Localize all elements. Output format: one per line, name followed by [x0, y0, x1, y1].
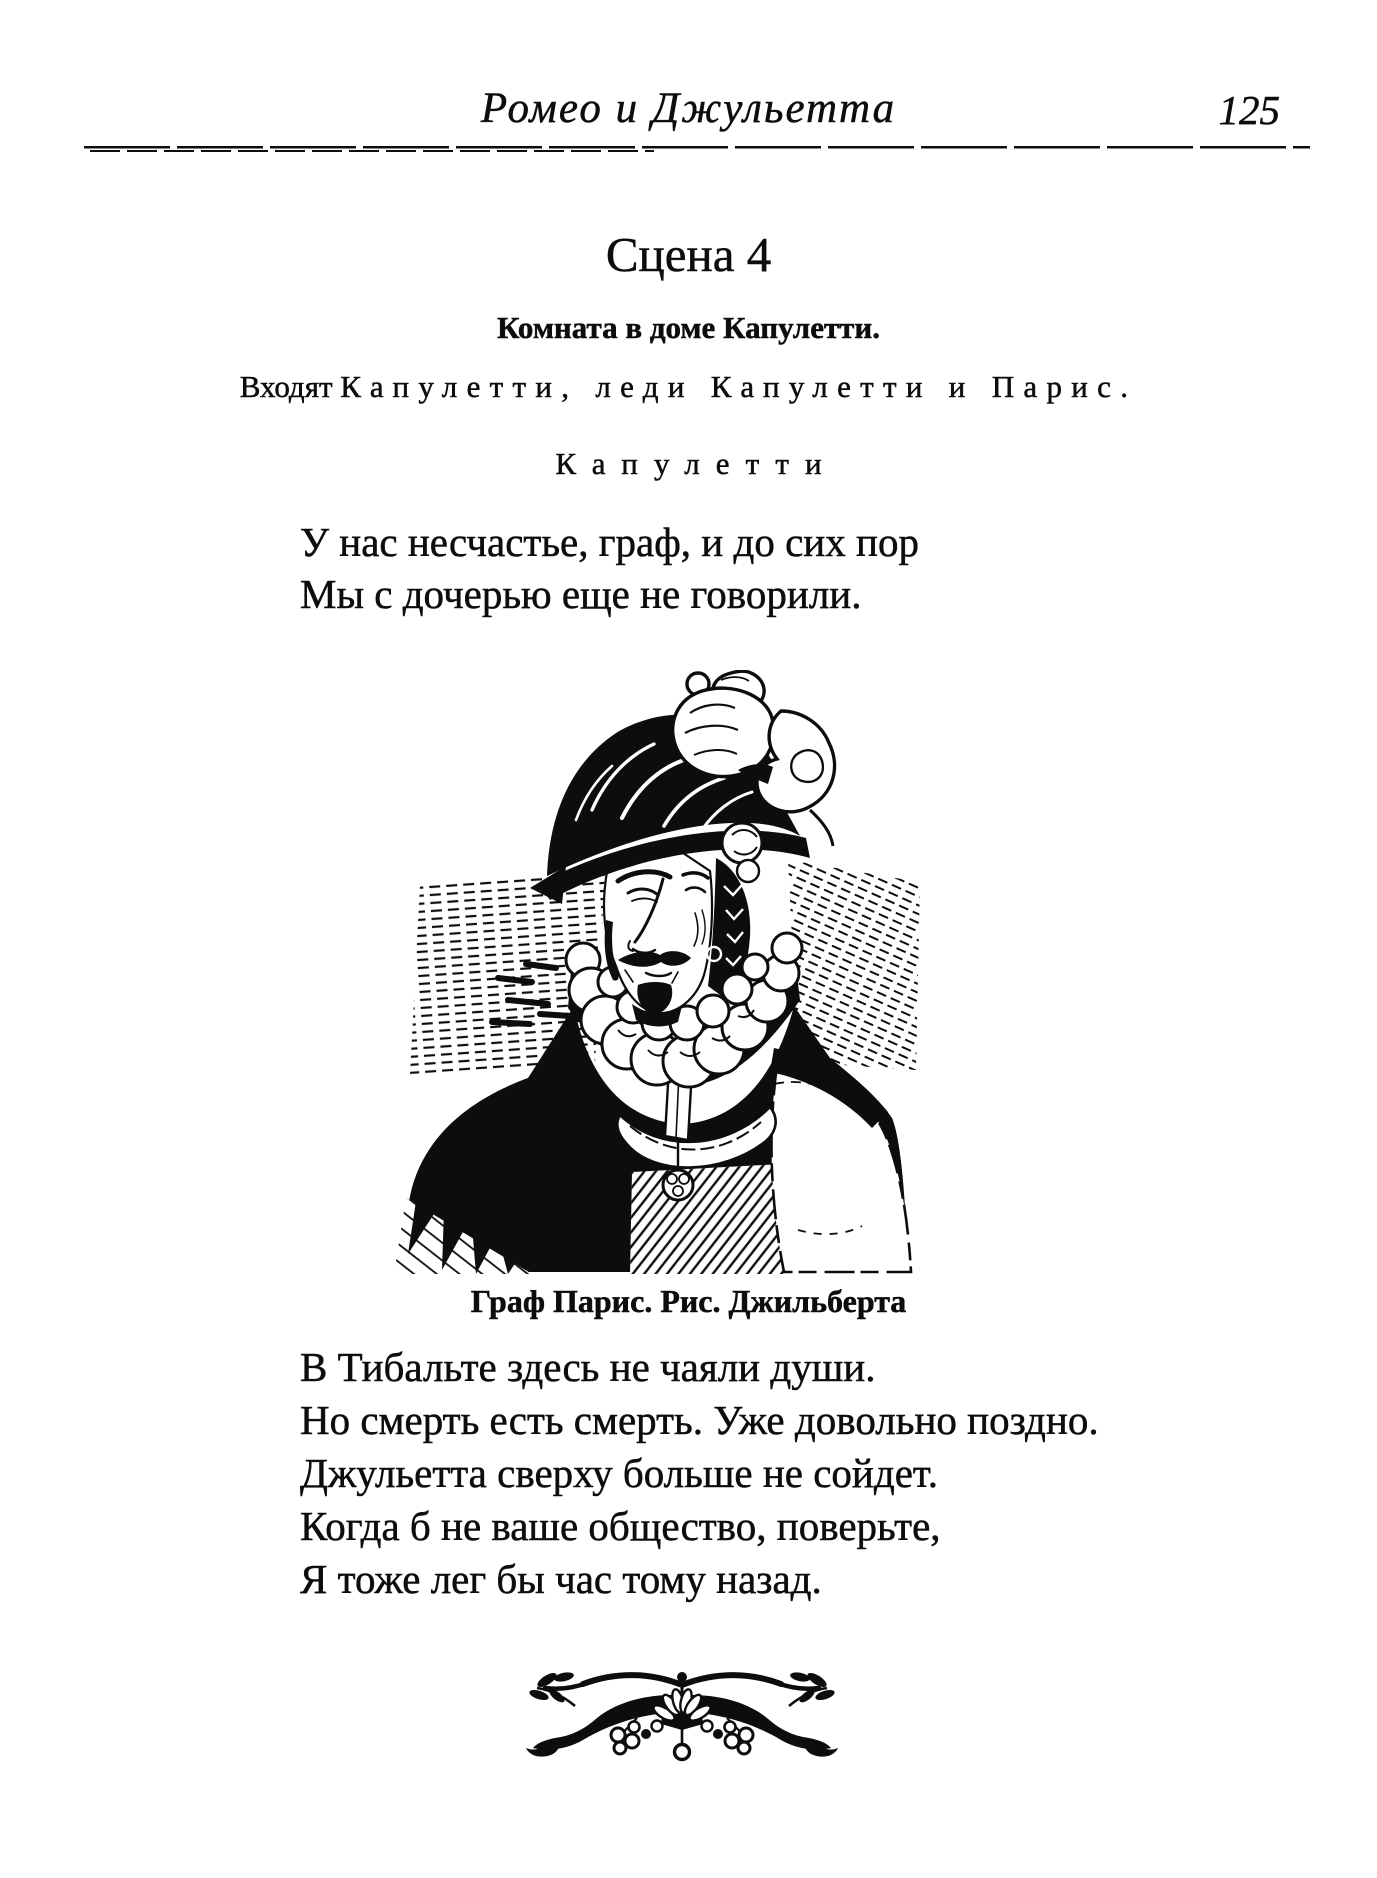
count-paris-engraving-image	[380, 670, 920, 1275]
verse-line: В Тибальте здесь не чаяли души.	[300, 1344, 876, 1390]
verse-line: У нас несчастье, граф, и до сих пор	[300, 519, 919, 565]
scene-setting: Комната в доме Капулетти.	[496, 310, 881, 345]
stage-direction-verb: Входят	[239, 369, 333, 404]
speaker-name: Капулетти	[555, 446, 838, 481]
verse-line: Но смерть есть смерть. Уже довольно поздно.	[300, 1397, 1099, 1443]
stage-direction-names: Капулетти, леди Капулетти и Парис.	[340, 369, 1138, 404]
illustration-caption: Граф Парис. Рис. Джильберта	[470, 1283, 907, 1319]
verse-block-1	[300, 516, 919, 620]
verse-block-2	[300, 1341, 1099, 1606]
stage-direction	[0, 369, 1377, 405]
tailpiece-ornament-icon	[517, 1668, 847, 1763]
header-rule	[84, 146, 1310, 153]
page-number: 125	[1218, 87, 1280, 133]
verse-line: Я тоже лег бы час тому назад.	[300, 1556, 822, 1602]
verse-line: Мы с дочерью еще не говорили.	[300, 571, 862, 617]
verse-line: Джульетта сверху больше не сойдет.	[300, 1450, 939, 1496]
illustration-figure	[380, 670, 920, 1275]
running-head	[0, 84, 1377, 144]
scene-heading: Сцена 4	[605, 227, 772, 282]
verse-line: Когда б не ваше общество, поверьте,	[300, 1503, 941, 1549]
running-title: Ромео и Джульетта	[480, 85, 897, 132]
